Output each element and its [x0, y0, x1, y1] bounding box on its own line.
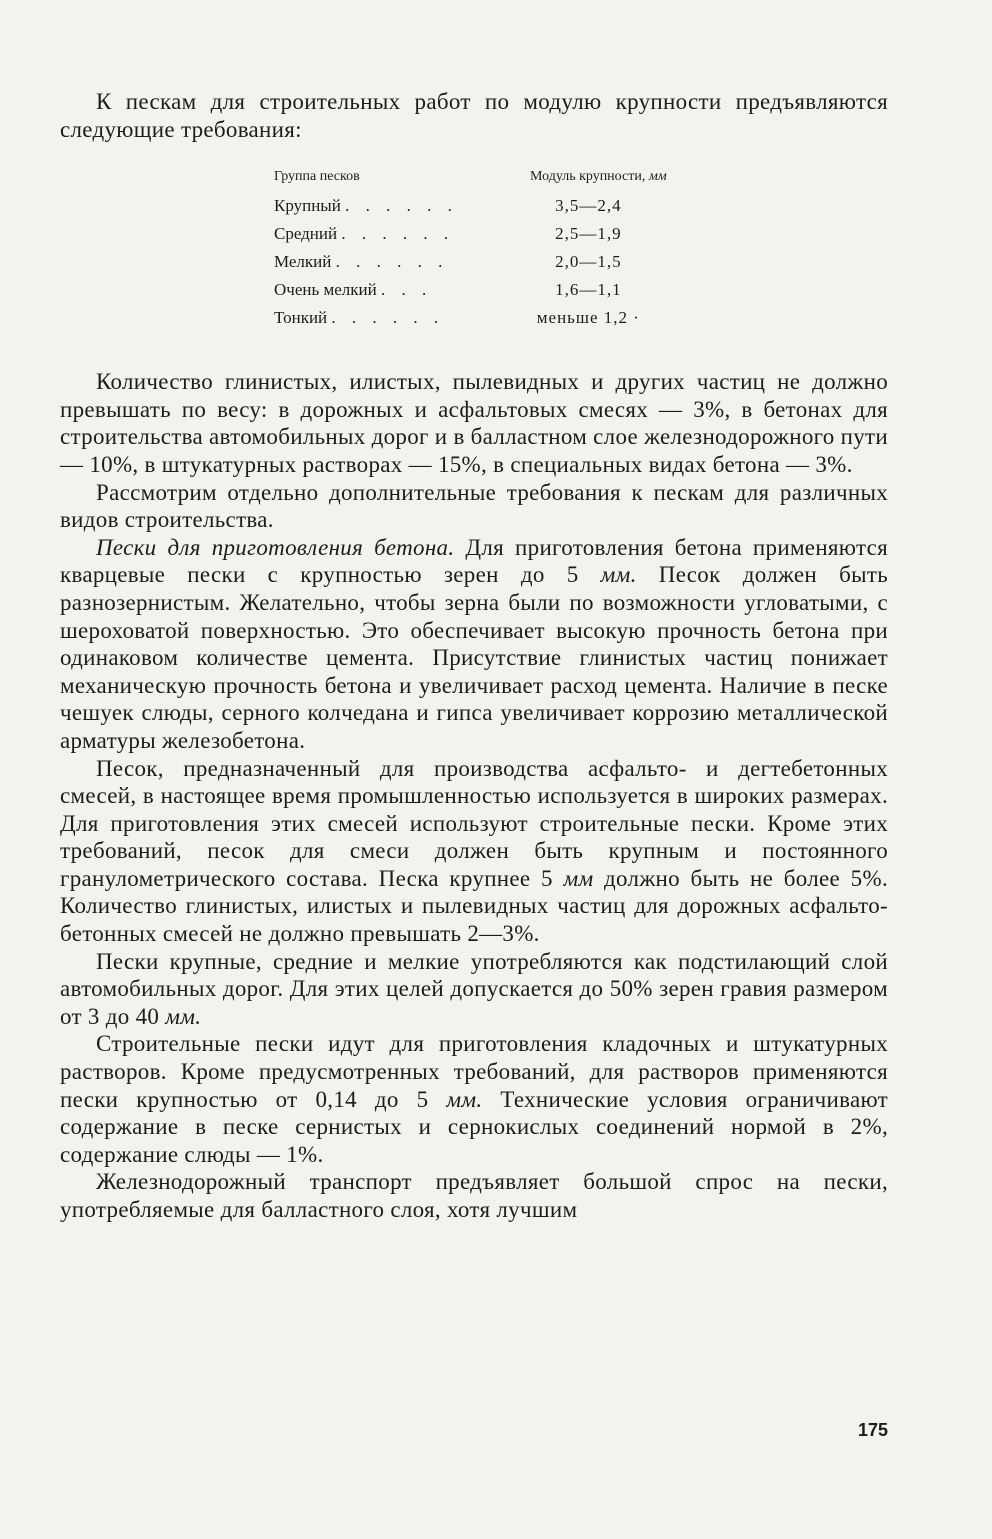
table-row: [274, 220, 667, 248]
row-name-cell: [274, 192, 494, 220]
page-body: [60, 88, 888, 1224]
row-dots: . . . . . .: [341, 224, 455, 244]
paragraph-requirements: Рассмотрим отдельно дополнительные требования к пескам для различных видов строительства.: [60, 479, 888, 533]
row-name-cell: [274, 248, 494, 276]
unit-mm: мм.: [600, 562, 637, 588]
paragraph-impurities: Количество глинистых, илистых, пылевидных и других частиц не должно превышать по весу: в дорожных и асфальтовых смесях — 3%, в бетонах для строительства автомобильных дорог и в балластном слое железнодорожного пути — 10%, в штукатурных растворах — 15%, в специальных видах бетона — 3%.: [60, 369, 888, 477]
table-header-row: [274, 169, 667, 192]
unit-mm: мм: [563, 865, 594, 891]
row-value: 2,0—1,5: [555, 252, 622, 272]
row-value: 3,5—2,4: [555, 196, 622, 216]
header-modulus: [494, 169, 667, 192]
row-name: Мелкий: [274, 252, 332, 272]
paragraph-road-sands: [60, 948, 888, 1031]
header-unit: мм: [648, 169, 667, 185]
row-value: 2,5—1,9: [555, 224, 622, 244]
table-row: [274, 276, 667, 304]
table-row: [274, 192, 667, 220]
row-name-cell: [274, 276, 494, 304]
paragraph-railway-sands: Железнодорожный транспорт предъявляет большой спрос на пески, употребляемые для балластного слоя, хотя лучшим: [60, 1169, 888, 1222]
mortar-text-b: Технические условия ограничивают содержание в песке сернистых и сернокислых соединений нормой в 2%, содержание слюды — 1%.: [60, 1086, 888, 1167]
row-dots: . . .: [380, 280, 433, 300]
paragraph-concrete-sands: [60, 534, 888, 755]
page-number: 175: [858, 1420, 889, 1440]
row-value: меньше 1,2 ·: [536, 308, 640, 328]
row-value: 1,6—1,1: [555, 280, 622, 300]
asphalt-text-b: должно быть не более 5%. Количество глинистых, илистых и пылевидных частиц для дорожных асфальто-бетонных смесей не должно превышать 2—3%.: [60, 865, 888, 947]
row-dots: . . . . . .: [345, 196, 458, 216]
row-dots: . . . . . .: [335, 252, 449, 272]
row-name: Крупный: [274, 196, 341, 216]
concrete-text-a: Для приготовления бетона применяются кварцевые пески с крупностью зерен до 5: [60, 534, 889, 588]
intro-paragraph: К пескам для строительных работ по модулю крупности предъявляются следующие требования:: [60, 89, 888, 142]
header-group: Группа песков: [274, 169, 360, 185]
header-modulus-label: Модуль крупности,: [530, 169, 646, 185]
row-dots: . . . . . .: [331, 308, 445, 328]
paragraph-asphalt-sands: [60, 755, 888, 948]
row-name: Тонкий: [274, 308, 328, 328]
mortar-text-a: Строительные пески идут для приготовления кладочных и штукатурных растворов. Кроме предусмотренных требований, для растворов применяются пески крупностью от 0,14 до 5: [60, 1031, 888, 1112]
unit-mm: мм.: [446, 1086, 483, 1112]
asphalt-text-a: Песок, предназначенный для производства асфальто- и дегтебетонных смесей, в настоящее время промышленностью используется в широких размерах. Для приготовления этих смесей используют строительные пески. Кроме этих требований, песок для смеси должен быть крупным и постоянного гранулометрического состава. Песка крупнее 5: [60, 755, 888, 891]
table-row: [274, 304, 667, 332]
table-row: [274, 248, 667, 276]
concrete-text-b: Песок должен быть разнозернистым. Желательно, чтобы зерна были по возможности угловатыми, с шероховатой поверхностью. Это обеспечивает высокую прочность бетона при одинаковом количестве цемента. Присутствие глинистых частиц понижает механическую прочность бетона и увеличивает расход цемента. Наличие в песке чешуек слюды, серного колчедана и гипса увеличивает коррозию металлической арматуры железобетона.: [60, 562, 888, 753]
row-name-cell: [274, 220, 494, 248]
road-text-a: Пески крупные, средние и мелкие употребляются как подстилающий слой автомобильных дорог. Для этих целей допускается до 50% зерен гравия размером от 3 до 40: [60, 948, 888, 1029]
unit-mm: мм.: [165, 1003, 202, 1029]
row-name: Средний: [274, 224, 338, 244]
paragraph-mortar-sands: [60, 1030, 888, 1168]
sand-modulus-table: [274, 169, 667, 332]
row-name-cell: [274, 304, 494, 332]
row-name: Очень мелкий: [274, 280, 377, 300]
section-heading-concrete: Пески для приготовления бетона.: [96, 534, 455, 560]
